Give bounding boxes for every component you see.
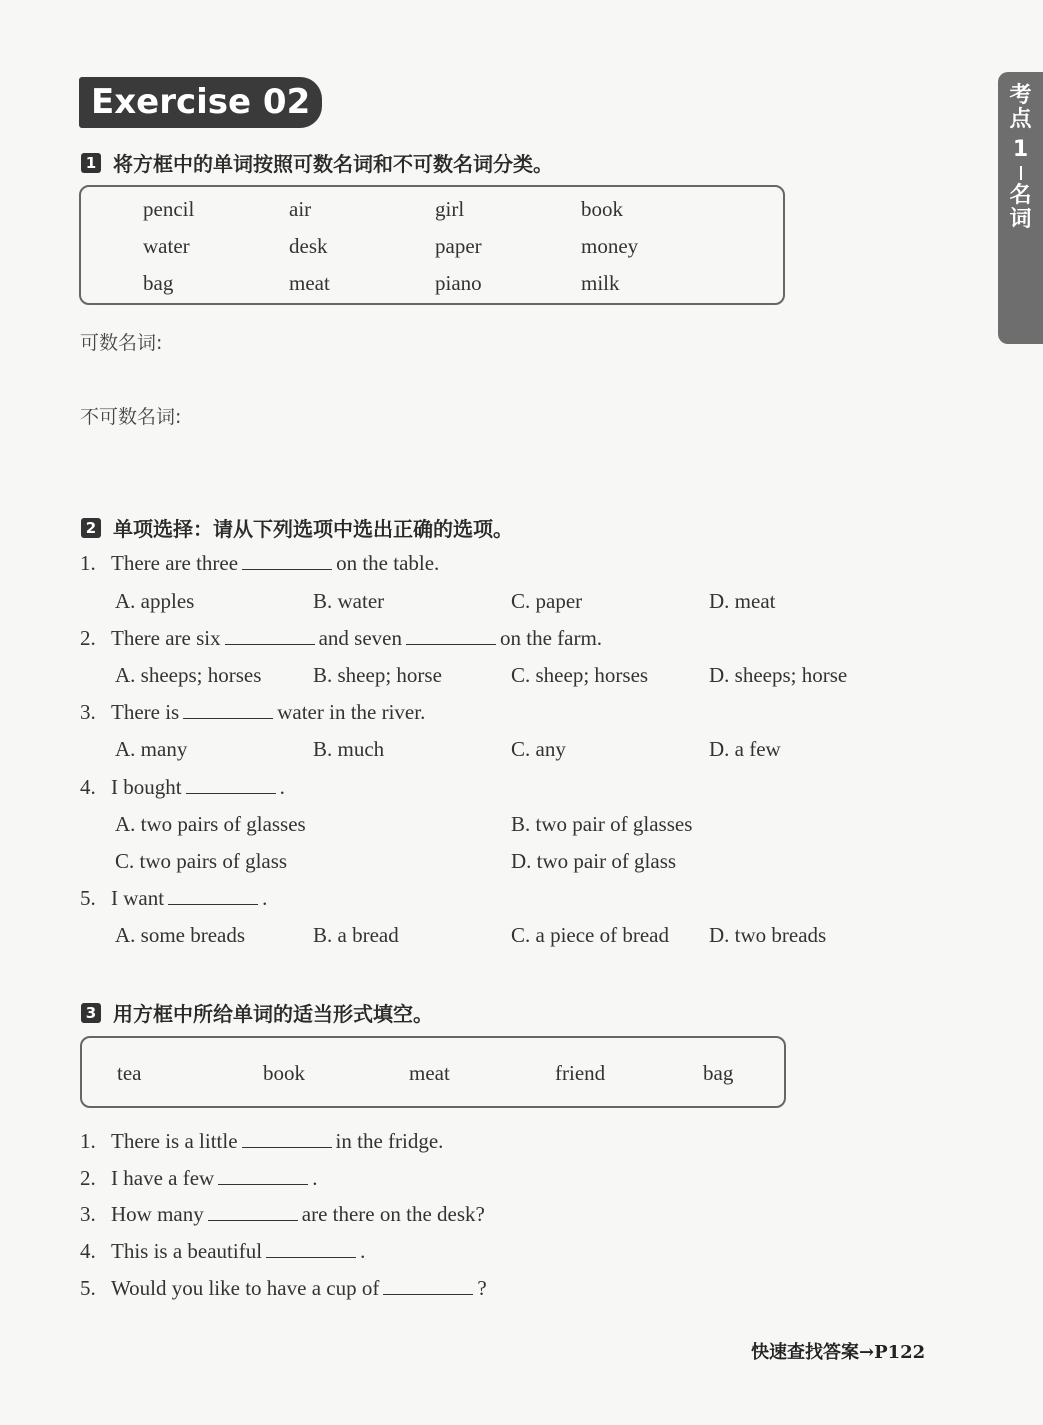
side-tab-char: 点 [1009,107,1032,132]
option-a[interactable]: A. many [115,737,188,761]
word-item: bag [143,271,174,295]
word-item: paper [435,234,482,258]
question-number: 4. [80,1239,96,1263]
question-text: on the farm. [500,626,603,650]
word-item: book [263,1061,305,1085]
option-b[interactable]: B. sheep; horse [313,663,442,687]
answer-blank[interactable] [383,1278,473,1295]
answer-blank[interactable] [266,1241,356,1258]
question-text: . [262,886,268,910]
option-b[interactable]: B. two pair of glasses [511,812,693,836]
side-tab-char: 考 [1009,83,1032,108]
option-c[interactable]: C. two pairs of glass [115,849,288,873]
question-text: water in the river. [277,700,426,724]
side-tab-char: 名 [1009,183,1032,208]
question-line [80,700,425,725]
question-number: 2. [80,626,96,650]
question-text: Would you like to have a cup of [111,1276,380,1300]
answer-blank[interactable] [218,1168,308,1185]
countable-label: 可数名词: [80,332,163,354]
section-number-badge: 2 [81,518,101,538]
option-a[interactable]: A. two pairs of glasses [115,812,306,836]
question-line [80,626,602,651]
word-item: girl [435,197,465,221]
uncountable-label: 不可数名词: [80,406,182,428]
fill-question-line [80,1202,485,1227]
answer-blank[interactable] [183,702,273,719]
fill-question-line [80,1276,487,1301]
question-number: 3. [80,700,96,724]
question-line [80,775,285,800]
fill-question-line [80,1129,443,1154]
option-b[interactable]: B. much [313,737,385,761]
question-number: 2. [80,1166,96,1190]
option-a[interactable]: A. apples [115,589,195,613]
section-heading-text: 将方框中的单词按照可数名词和不可数名词分类。 [113,152,553,176]
answer-blank[interactable] [242,1131,332,1148]
section-2-heading [81,513,513,542]
question-text: are there on the desk? [301,1202,485,1226]
side-tab-divider [1020,166,1022,180]
option-a[interactable]: A. sheeps; horses [115,663,262,687]
answer-key-reference[interactable]: 快速查找答案→P122 [751,1342,926,1363]
question-text: . [360,1239,366,1263]
word-item: pencil [143,197,195,221]
section-heading-text: 用方框中所给单词的适当形式填空。 [113,1002,433,1026]
section-heading-text: 单项选择：请从下列选项中选出正确的选项。 [113,517,513,541]
question-number: 1. [80,551,96,575]
option-c[interactable]: C. sheep; horses [511,663,649,687]
word-item: bag [703,1061,734,1085]
option-b[interactable]: B. a bread [313,923,399,947]
question-text: I have a few [111,1166,215,1190]
question-line [80,886,267,911]
answer-blank[interactable] [208,1204,298,1221]
fill-question-line [80,1166,317,1191]
question-number: 5. [80,886,96,910]
fill-question-line [80,1239,365,1264]
question-text: in the fridge. [335,1129,444,1153]
option-c[interactable]: C. paper [511,589,583,613]
word-item: desk [289,234,328,258]
answer-blank[interactable] [225,628,315,645]
question-text: How many [111,1202,204,1226]
option-c[interactable]: C. any [511,737,566,761]
word-item: meat [289,271,330,295]
question-text: There is a little [111,1129,238,1153]
chapter-side-tab [998,72,1043,344]
question-text: . [279,775,285,799]
question-text: ? [477,1276,487,1300]
answer-blank[interactable] [406,628,496,645]
option-b[interactable]: B. water [313,589,385,613]
question-text: There are six [111,626,221,650]
option-d[interactable]: D. a few [709,737,781,761]
word-item: tea [117,1061,142,1085]
answer-blank[interactable] [168,888,258,905]
word-item: meat [409,1061,450,1085]
side-tab-char: 词 [1009,207,1032,232]
word-box-1 [79,185,785,305]
word-item: milk [581,271,620,295]
word-item: book [581,197,623,221]
option-a[interactable]: A. some breads [115,923,246,947]
question-number: 3. [80,1202,96,1226]
option-d[interactable]: D. two pair of glass [511,849,677,873]
section-1-heading [81,148,553,177]
answer-blank[interactable] [186,777,276,794]
side-tab-char: 1 [1012,137,1029,162]
question-number: 1. [80,1129,96,1153]
question-text: on the table. [336,551,440,575]
question-text: There is [111,700,180,724]
word-box-3 [80,1036,786,1108]
question-text: There are three [111,551,239,575]
section-number-badge: 3 [81,1003,101,1023]
section-3-heading [81,998,433,1027]
question-number: 4. [80,775,96,799]
answer-blank[interactable] [242,553,332,570]
question-line [80,551,439,576]
option-d[interactable]: D. sheeps; horse [709,663,848,687]
option-d[interactable]: D. meat [709,589,776,613]
question-text: I want [111,886,165,910]
question-text: This is a beautiful [111,1239,263,1263]
word-item: friend [555,1061,606,1085]
word-item: piano [435,271,482,295]
option-d[interactable]: D. two breads [709,923,827,947]
question-text: and seven [318,626,402,650]
exercise-title: Exercise 02 [79,77,322,128]
word-item: money [581,234,639,258]
word-item: air [289,197,312,221]
question-text: . [312,1166,318,1190]
question-number: 5. [80,1276,96,1300]
question-text: I bought [111,775,182,799]
word-item: water [143,234,190,258]
section-number-badge: 1 [81,153,101,173]
option-c[interactable]: C. a piece of bread [511,923,670,947]
